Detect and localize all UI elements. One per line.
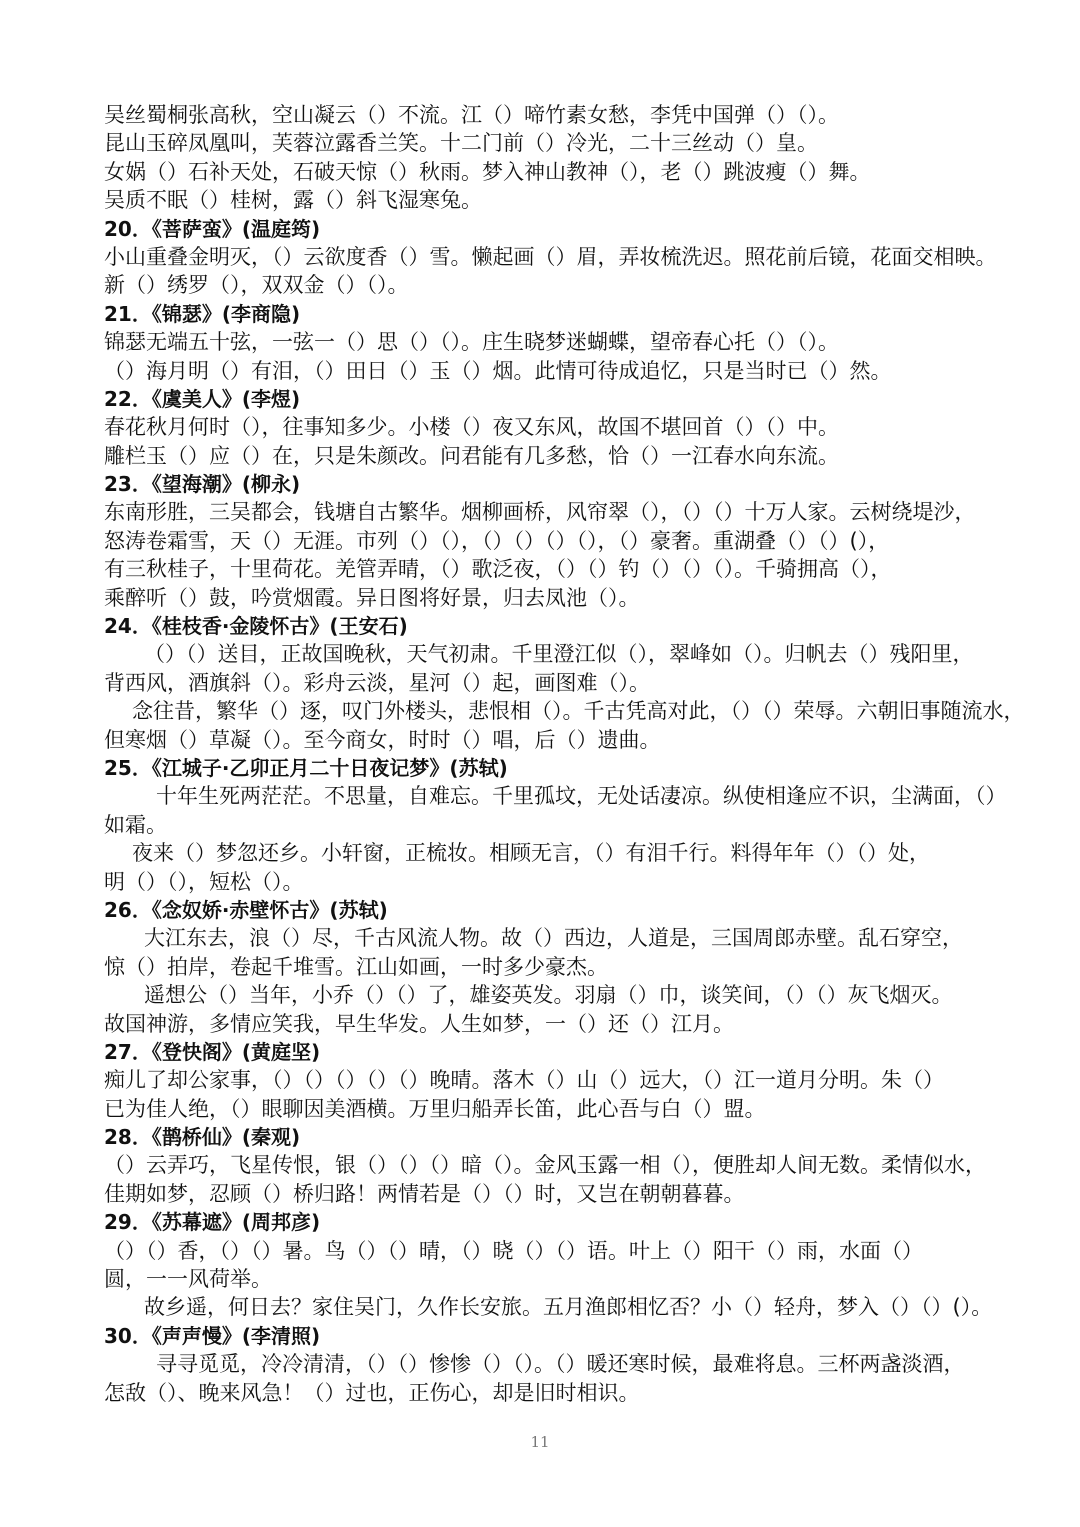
poem-line: 雕栏玉（）应（）在，只是朱颜改。问君能有几多愁，恰（）一江春水向东流。 bbox=[104, 443, 839, 468]
poem-heading: 21．《锦瑟》(李商隐) bbox=[104, 301, 301, 326]
poem-line: 乘醉听（）鼓，吟赏烟霞。异日图将好景，归去凤池（）。 bbox=[104, 585, 640, 610]
poem-line: 怒涛卷霜雪，天（）无涯。市列（）（），（）（）（）（），（）豪奢。重湖叠（）（）(）， bbox=[104, 528, 890, 553]
poem-line: 痴儿了却公家事，（）（）（）（）（）晚晴。落木（）山（）远大，（）江一道月分明。朱（） bbox=[104, 1068, 944, 1093]
poem-line: 但寒烟（）草凝（）。至今商女，时时（）唱，后（）遗曲。 bbox=[104, 727, 661, 752]
poem-heading: 29．《苏幕遮》(周邦彦) bbox=[104, 1210, 321, 1235]
poem-line: 春花秋月何时（），往事知多少。小楼（）夜又东风，故国不堪回首（）（）中。 bbox=[104, 415, 839, 440]
poem-heading: 25．《江城子·乙卯正月二十日夜记梦》(苏轼) bbox=[104, 755, 508, 780]
poem-heading: 20．《菩萨蛮》(温庭筠) bbox=[104, 216, 321, 241]
poem-heading: 26．《念奴娇·赤壁怀古》(苏轼) bbox=[104, 897, 388, 922]
page-number: 11 bbox=[530, 1433, 550, 1451]
poem-line: 小山重叠金明灭，（）云欲度香（）雪。懒起画（）眉，弄妆梳洗迟。照花前后镜，花面交相映。 bbox=[104, 244, 997, 269]
poem-line: 大江东去，浪（）尽，千古风流人物。故（）西边，人道是，三国周郎赤壁。乱石穿空， bbox=[144, 926, 963, 951]
poem-heading: 22．《虞美人》(李煜) bbox=[104, 386, 301, 411]
poem-line: 怎敌（）、晚来风急！（）过也，正伤心，却是旧时相识。 bbox=[104, 1380, 640, 1405]
poem-line: 佳期如梦，忍顾（）桥归路！两情若是（）（）时，又岂在朝朝暮暮。 bbox=[104, 1181, 745, 1206]
poem-line: （）（）送目，正故国晚秋，天气初肃。千里澄江似（），翠峰如（）。归帆去（）残阳里， bbox=[144, 642, 974, 667]
poem-line: 明（）（），短松（）。 bbox=[104, 869, 304, 894]
poem-heading: 27．《登快阁》(黄庭坚) bbox=[104, 1039, 321, 1064]
poem-heading: 30．《声声慢》(李清照) bbox=[104, 1323, 321, 1348]
poem-line: 故国神游，多情应笑我，早生华发。人生如梦，一（）还（）江月。 bbox=[104, 1011, 734, 1036]
poem-line: 已为佳人绝，（）眼聊因美酒横。万里归船弄长笛，此心吾与白（）盟。 bbox=[104, 1096, 766, 1121]
poem-line: 吴丝蜀桐张高秋，空山凝云（）不流。江（）啼竹素女愁，李凭中国弹（）（）。 bbox=[104, 103, 839, 127]
poem-line: 如霜。 bbox=[104, 812, 167, 837]
poem-line: 故乡遥，何日去？家住吴门，久作长安旅。五月渔郎相忆否？小（）轻舟，梦入（）（）(）。 bbox=[144, 1295, 993, 1320]
poem-line: 十年生死两茫茫。不思量，自难忘。千里孤坟，无处话凄凉。纵使相逢应不识，尘满面，（） bbox=[156, 784, 1007, 809]
poem-line: 寻寻觅觅，冷冷清清，（）（）惨惨（）（）。（）暖还寒时候，最难将息。三杯两盏淡酒， bbox=[156, 1352, 965, 1377]
poem-line: 圆，一一风荷举。 bbox=[104, 1267, 272, 1292]
poem-line: 遥想公（）当年，小乔（）（）了，雄姿英发。羽扇（）巾，谈笑间，（）（）灰飞烟灭。 bbox=[144, 983, 953, 1008]
poem-line: （）云弄巧，飞星传恨，银（）（）（）暗（）。金风玉露一相（），便胜却人间无数。柔情似水， bbox=[104, 1153, 986, 1178]
poem-line: 昆山玉碎凤凰叫，芙蓉泣露香兰笑。十二门前（）冷光，二十三丝动（）皇。 bbox=[104, 131, 818, 156]
poem-line: 东南形胜，三吴都会，钱塘自古繁华。烟柳画桥，风帘翠（），（）（）十万人家。云树绕堤沙， bbox=[104, 500, 976, 525]
poem-line: 新（）绣罗（），双双金（）（）。 bbox=[104, 273, 409, 298]
poem-line: 女娲（）石补天处，石破天惊（）秋雨。梦入神山教神（），老（）跳波瘦（）舞。 bbox=[104, 159, 871, 184]
poem-line: （）（）香，（）（）暑。鸟（）（）晴，（）晓（）（）语。叶上（）阳干（）雨，水面（） bbox=[104, 1238, 923, 1263]
poem-exercise-content bbox=[104, 101, 1044, 1407]
poem-heading: 24．《桂枝香·金陵怀古》(王安石) bbox=[104, 614, 408, 639]
poem-heading: 23．《望海潮》(柳永) bbox=[104, 472, 301, 497]
poem-line: 吴质不眠（）桂树，露（）斜飞湿寒兔。 bbox=[104, 188, 482, 213]
poem-line: （）海月明（）有泪，（）田日（）玉（）烟。此情可待成追忆，只是当时已（）然。 bbox=[104, 358, 892, 383]
poem-line: 惊（）拍岸，卷起千堆雪。江山如画，一时多少豪杰。 bbox=[104, 954, 608, 979]
poem-line: 有三秋桂子，十里荷花。羌管弄晴，（）歌泛夜，（）（）钓（）（）（）。千骑拥高（）， bbox=[104, 557, 892, 582]
poem-line: 念往昔，繁华（）逐，叹门外楼头，悲恨相（）。千古凭高对此，（）（）荣辱。六朝旧事随流水， bbox=[132, 699, 1025, 724]
poem-line: 锦瑟无端五十弦，一弦一（）思（）（）。庄生晓梦迷蝴蝶，望帝春心托（）（）。 bbox=[104, 330, 839, 355]
poem-line: 夜来（）梦忽还乡。小轩窗，正梳妆。相顾无言，（）有泪千行。料得年年（）（）处， bbox=[132, 841, 930, 866]
poem-heading: 28．《鹊桥仙》(秦观) bbox=[104, 1125, 301, 1150]
poem-line: 背西风，酒旗斜（）。彩舟云淡，星河（）起，画图难（）。 bbox=[104, 670, 650, 695]
